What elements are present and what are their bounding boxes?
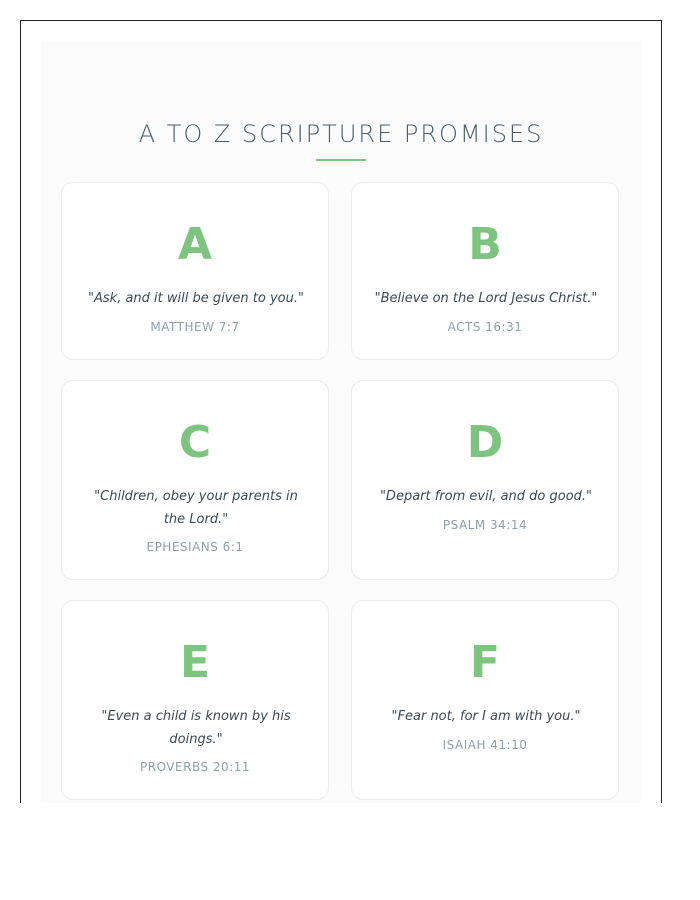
promise-card-f bbox=[351, 600, 619, 800]
card-quote: "Depart from evil, and do good." bbox=[379, 489, 593, 504]
title-underline bbox=[316, 159, 366, 161]
card-quote: "Ask, and it will be given to you." bbox=[88, 291, 304, 306]
card-reference: ACTS 16:31 bbox=[447, 320, 523, 334]
card-reference: EPHESIANS 6:1 bbox=[146, 540, 244, 554]
card-reference: ISAIAH 41:10 bbox=[442, 738, 528, 752]
promise-card-b bbox=[351, 182, 619, 360]
card-letter: A bbox=[177, 219, 213, 270]
promise-card-e bbox=[61, 600, 329, 800]
card-reference: PSALM 34:14 bbox=[442, 518, 528, 532]
card-letter: C bbox=[178, 417, 212, 468]
card-quote: "Believe on the Lord Jesus Christ." bbox=[374, 291, 598, 306]
card-letter: F bbox=[469, 637, 501, 688]
card-letter: D bbox=[466, 417, 504, 468]
card-quote: "Even a child is known by his doings." bbox=[101, 709, 291, 747]
card-letter: E bbox=[179, 637, 211, 688]
card-quote: "Fear not, for I am with you." bbox=[391, 709, 581, 724]
promise-card-a bbox=[61, 182, 329, 360]
promise-card-d bbox=[351, 380, 619, 580]
page-title: A TO Z SCRIPTURE PROMISES bbox=[138, 120, 544, 148]
card-reference: MATTHEW 7:7 bbox=[150, 320, 240, 334]
content-panel bbox=[41, 42, 641, 803]
card-reference: PROVERBS 20:11 bbox=[140, 760, 250, 774]
card-quote: "Children, obey your parents in the Lord." bbox=[94, 489, 298, 527]
page-frame bbox=[20, 20, 662, 803]
card-letter: B bbox=[468, 219, 502, 270]
promise-card-c bbox=[61, 380, 329, 580]
